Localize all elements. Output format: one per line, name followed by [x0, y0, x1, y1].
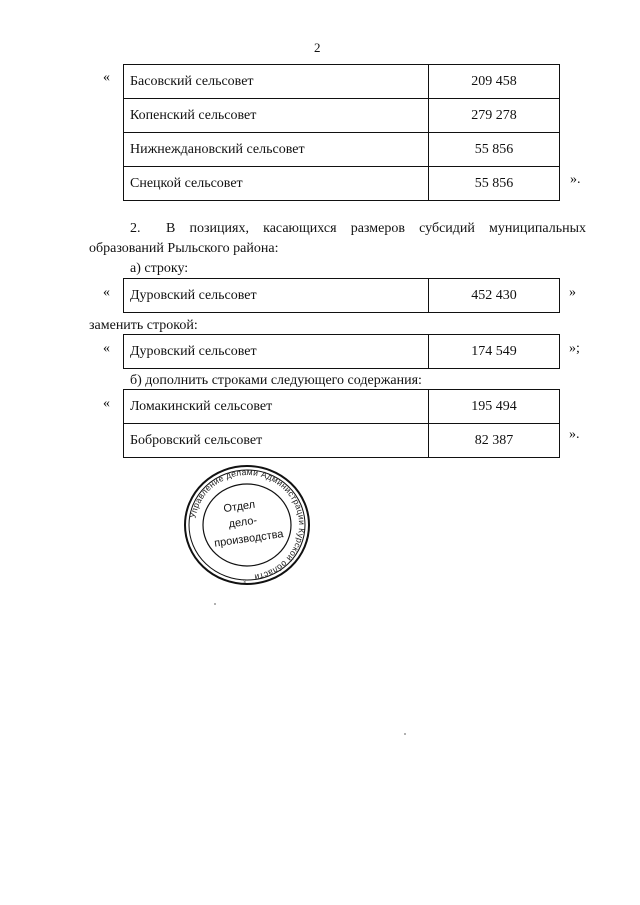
close-quote: » [569, 285, 576, 300]
svg-text:×: × [243, 580, 247, 586]
paragraph-line-2: образований Рыльского района: [89, 241, 279, 256]
svg-text:Отдел: Отдел [222, 498, 256, 516]
row-name: Дуровский сельсовет [124, 335, 429, 369]
row-name: Бобровский сельсовет [124, 424, 429, 458]
open-quote: « [103, 285, 110, 300]
paragraph-number: 2. [130, 221, 141, 236]
row-value: 82 387 [429, 424, 560, 458]
scan-speck [214, 603, 216, 605]
svg-text:Управление делами Администраци: Управление делами Администрации Курской области [187, 466, 308, 583]
row-name: Нижнеждановский сельсовет [124, 133, 429, 167]
table-row [124, 279, 560, 313]
scan-speck [404, 733, 406, 735]
table-row [124, 99, 560, 133]
table-row [124, 65, 560, 99]
row-value: 55 856 [429, 133, 560, 167]
item-b-label: б) дополнить строками следующего содержания: [130, 373, 422, 388]
open-quote: « [103, 341, 110, 356]
open-quote: « [103, 70, 110, 85]
table-row [124, 390, 560, 424]
svg-text:производства: производства [213, 528, 285, 550]
paragraph-line-1: В позициях, касающихся размеров субсидий муниципальных [166, 221, 586, 236]
row-value: 174 549 [429, 335, 560, 369]
table-1 [123, 64, 560, 201]
table-item-b [123, 389, 560, 458]
item-a-label: а) строку: [130, 261, 189, 276]
stamp-seal [182, 463, 312, 588]
close-quote: »; [569, 341, 580, 356]
table-replace [123, 334, 560, 369]
replace-label: заменить строкой: [89, 318, 198, 333]
table-row [124, 335, 560, 369]
row-name: Копенский сельсовет [124, 99, 429, 133]
table-row [124, 133, 560, 167]
row-name: Снецкой сельсовет [124, 167, 429, 201]
close-quote: ». [570, 172, 581, 187]
row-value: 209 458 [429, 65, 560, 99]
svg-text:дело-: дело- [227, 514, 258, 531]
row-value: 195 494 [429, 390, 560, 424]
table-row [124, 167, 560, 201]
close-quote: ». [569, 427, 580, 442]
row-value: 452 430 [429, 279, 560, 313]
table-item-a [123, 278, 560, 313]
row-value: 55 856 [429, 167, 560, 201]
row-name: Ломакинский сельсовет [124, 390, 429, 424]
row-name: Дуровский сельсовет [124, 279, 429, 313]
table-row [124, 424, 560, 458]
row-name: Басовский сельсовет [124, 65, 429, 99]
open-quote: « [103, 396, 110, 411]
row-value: 279 278 [429, 99, 560, 133]
page-number: 2 [314, 40, 321, 55]
